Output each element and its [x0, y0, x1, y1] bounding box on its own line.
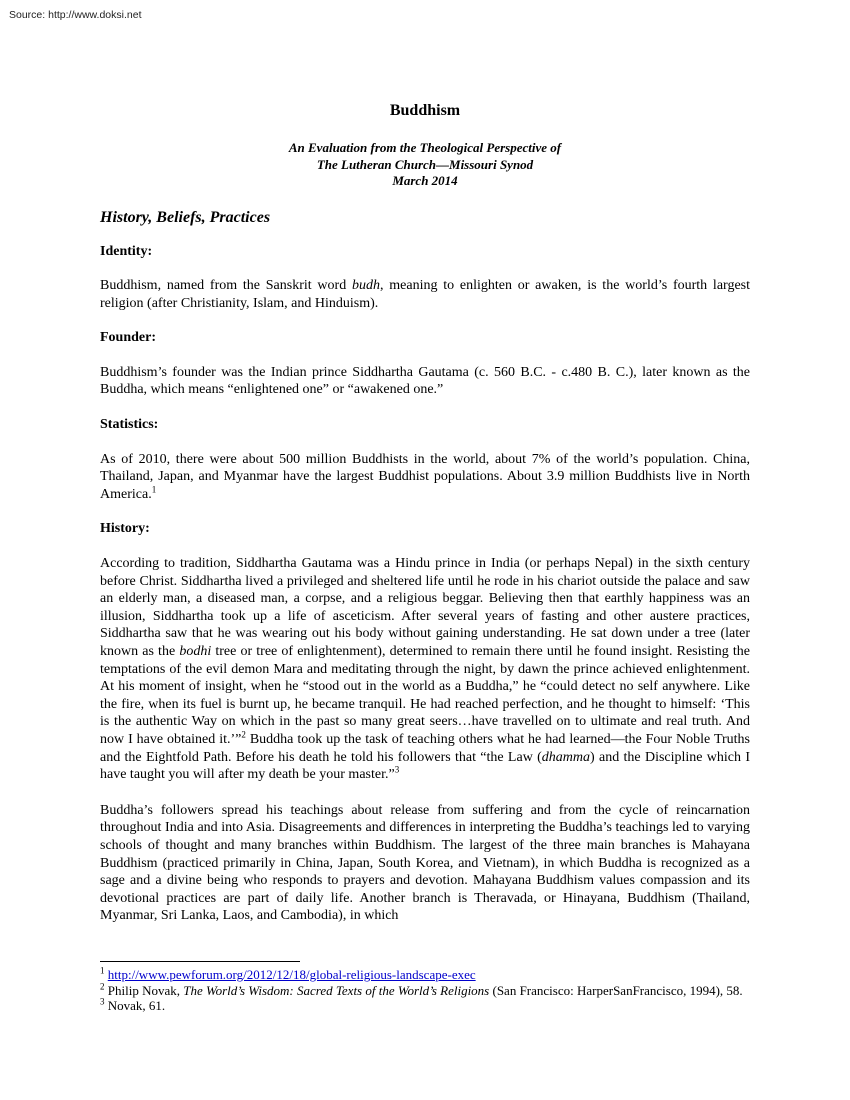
footnote-ref-1[interactable]: 1	[151, 484, 157, 495]
subtitle-date: March 2014	[392, 173, 458, 188]
founder-label: Founder:	[100, 330, 156, 346]
founder-paragraph: Buddhism’s founder was the Indian prince Siddhartha Gautama (c. 560 B.C. - c.480 B. C.), later known as the Buddha, which means “enlightened one” or “awakened one.”	[100, 364, 750, 398]
footnote-3: $^3$ Novak, 61.	[100, 996, 166, 1013]
term-budh: budh	[351, 278, 380, 294]
footnote-1: $^1$ http://www.pewforum.org/2012/12/18/global-religious-landscape-exec	[100, 965, 476, 982]
document-subtitle	[100, 140, 750, 190]
footnote-ref-2[interactable]: 2	[241, 729, 246, 740]
footnote-2-book-title: The World’s Wisdom: Sacred Texts of the World’s Religions	[183, 982, 490, 998]
identity-paragraph: Buddhism, named from the Sanskrit word budh, meaning to enlighten or awaken, is the world’s fourth largest religion (after Christianity, Islam, and Hinduism).	[100, 278, 750, 311]
footnote-ref-3[interactable]: 3	[394, 764, 400, 775]
footnotes	[100, 961, 750, 1014]
footnote-1-link[interactable]: http://www.pewforum.org/2012/12/18/global-religious-landscape-exec	[107, 967, 476, 982]
history-paragraph-2: Buddha’s followers spread his teachings about release from suffering and from the cycle of reincarnation throughout India and into Asia. Disagreements and differences in interpreting the Buddha’s teachings led to varying schools of thought and many branches within Buddhism. The largest of the three main branches is Mahayana Buddhism (practiced primarily in China, Japan, South Korea, and Vietnam), in which Buddha is recognized as a sage and a divine being who responds to prayers and devotion. Mahayana Buddhism values compassion and its devotional practices are part of daily life. Another branch is Theravada, or Hinayana, Buddhism (Thailand, Myanmar, Sri Lanka, Laos, and Cambodia), in which	[100, 802, 750, 924]
term-bodhi: bodhi	[179, 644, 212, 659]
footnote-2: $^2$ Philip Novak, The World’s Wisdom: Sacred Texts of the World’s Religions (San Francisco: HarperSanFrancisco, 1994), 58.	[100, 981, 743, 998]
subtitle-line-2: The Lutheran Church—Missouri Synod	[316, 156, 534, 172]
subtitle-line-1: An Evaluation from the Theological Perspective of	[288, 140, 562, 155]
document-title: Buddhism	[389, 102, 461, 119]
section-heading: History, Beliefs, Practices	[100, 208, 271, 226]
history-paragraph-1: According to tradition, Siddhartha Gautama was a Hindu prince in India (or perhaps Nepal) in the sixth century before Christ. Siddhartha lived a privileged and sheltered life until he rode in his chariot outside the palace and saw an elderly man, a diseased man, a corpse, and a religious beggar. Believing then that earthly happiness was an illusion, Siddhartha took up a life of asceticism. After several years of fasting and other austere practices, Siddhartha saw that he was wearing out his body without gaining understanding. He sat down under a tree (later known as the bodhi tree or tree of enlightenment), determined to remain there until he found insight. Resisting the temptations of the evil demon Mara and meditating through the night, by dawn the prince achieved enlightenment. At his moment of insight, when he “stood out in the world as a Buddha,” he “could detect no self anywhere. Like the fire, when its fuel is burnt up, he became tranquil. He had reached perfection, and he thought to himself: ‘This is the authentic Way on which in the past so many great seers…have travelled on to ultimate and real truth. And now I have obtained it.’”$^2$ Buddha took up the task of teaching others what he had learned—the Four Noble Truths and the Eightfold Path. Before his death he told his followers that “the Law (dhamma) and the Discipline which I have taught you will after my death be your master.”$^3$	[100, 556, 751, 783]
term-dhamma: dhamma	[541, 749, 591, 765]
statistics-label: Statistics:	[100, 417, 159, 433]
footnote-divider	[100, 961, 300, 962]
document-body	[100, 101, 750, 942]
identity-label: Identity:	[100, 243, 153, 259]
statistics-paragraph: As of 2010, there were about 500 million Buddhists in the world, about 7% of the world’s population. China, Thailand, Japan, and Myanmar have the largest Buddhist populations. About 3.9 million Buddhists live in North America.$^1$	[100, 451, 750, 502]
history-label: History:	[100, 521, 150, 537]
source-line: Source: http://www.doksi.net	[9, 9, 142, 21]
